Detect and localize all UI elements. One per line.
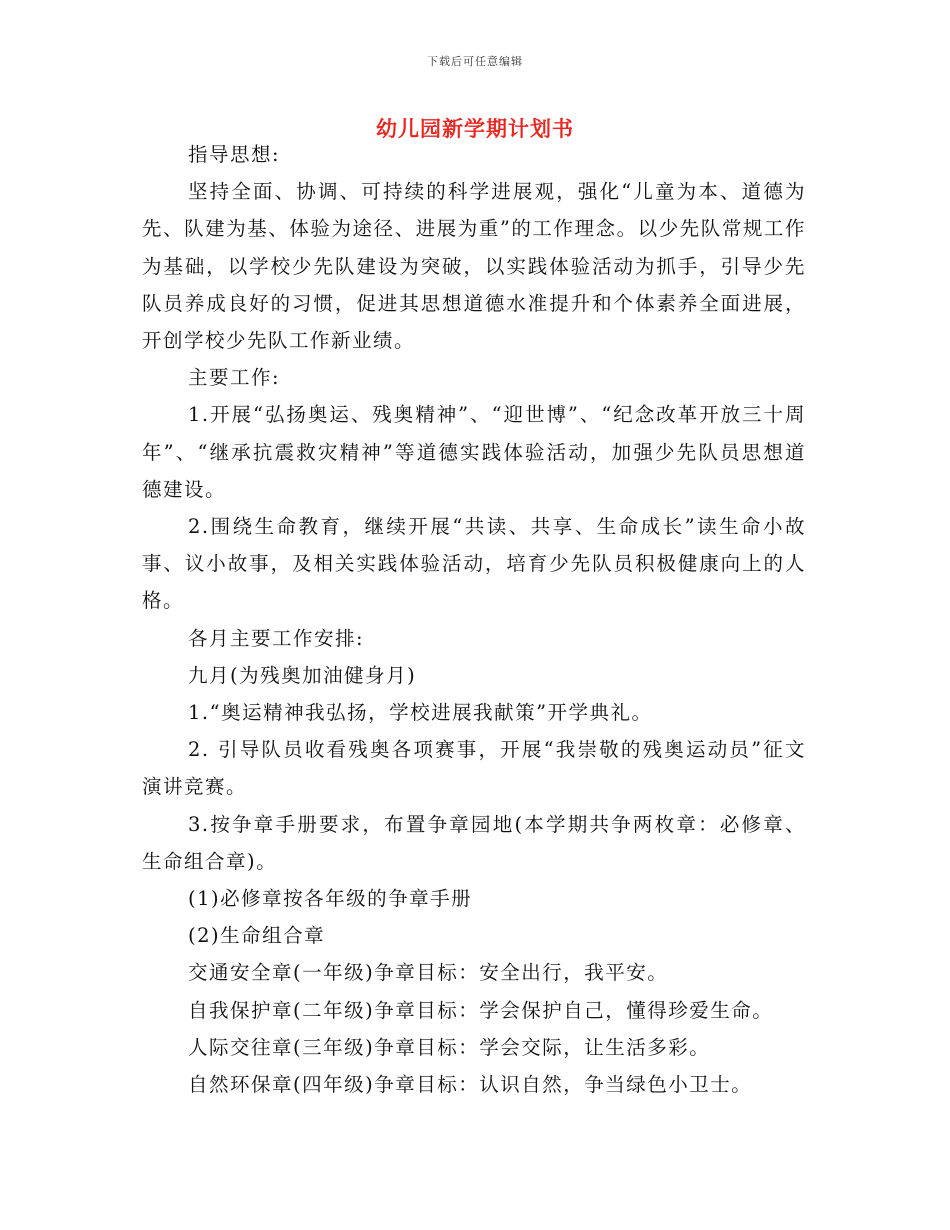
heading-guiding-ideology: 指导思想: [188, 143, 281, 166]
september-item-3: 3.按争章手册要求，布置争章园地(本学期共争两枚章：必修章、生命组合章)。 [142, 812, 806, 873]
badge-traffic-safety: 交通安全章(一年级)争章目标：安全出行，我平安。 [188, 961, 669, 985]
paragraph-guiding-ideology: 坚持全面、协调、可持续的科学进展观，强化“儿童为本、道德为先、队建为基、体验为途径、进展为重”的工作理念。以少先队常规工作为基础，以学校少先队建设为突破，以实践体验活动为抓手，引导少先队员养成良好的习惯，促进其思想道德水准提升和个体素养全面进展，开创学校少先队工作新业绩。 [142, 180, 806, 353]
heading-main-work: 主要工作: [188, 366, 281, 390]
heading-monthly-schedule: 各月主要工作安排: [188, 626, 365, 650]
badge-self-protection: 自我保护章(二年级)争章目标：学会保护自己，懂得珍爱生命。 [188, 998, 774, 1022]
sub-item-life-badge: (2)生命组合章 [188, 924, 326, 948]
heading-september: 九月(为残奥加油健身月) [188, 663, 417, 687]
document-body [142, 136, 806, 1103]
sub-item-required-badge: (1)必修章按各年级的争章手册 [188, 887, 473, 911]
header-note: 下载后可任意编辑 [427, 55, 523, 68]
paragraph-main-work-1: 1.开展“弘扬奥运、残奥精神”、“迎世博”、“纪念改革开放三十周年”、“继承抗震救灾精神”等道德实践体验活动，加强少先队员思想道德建设。 [142, 403, 806, 501]
document-title: 幼儿园新学期计划书 [376, 117, 574, 141]
paragraph-main-work-2: 2.围绕生命教育，继续开展“共读、共享、生命成长”读生命小故事、议小故事，及相关实践体验活动，培育少先队员积极健康向上的人格。 [142, 515, 806, 613]
badge-nature-environment: 自然环保章(四年级)争章目标：认识自然，争当绿色小卫士。 [188, 1073, 753, 1097]
september-item-2: 2. 引导队员收看残奥各项赛事，开展“我崇敬的残奥运动员”征文演讲竞赛。 [142, 738, 806, 799]
badge-interpersonal: 人际交往章(三年级)争章目标：学会交际，让生活多彩。 [188, 1035, 711, 1059]
september-item-1: 1.“奥运精神我弘扬，学校进展我献策”开学典礼。 [188, 701, 653, 725]
